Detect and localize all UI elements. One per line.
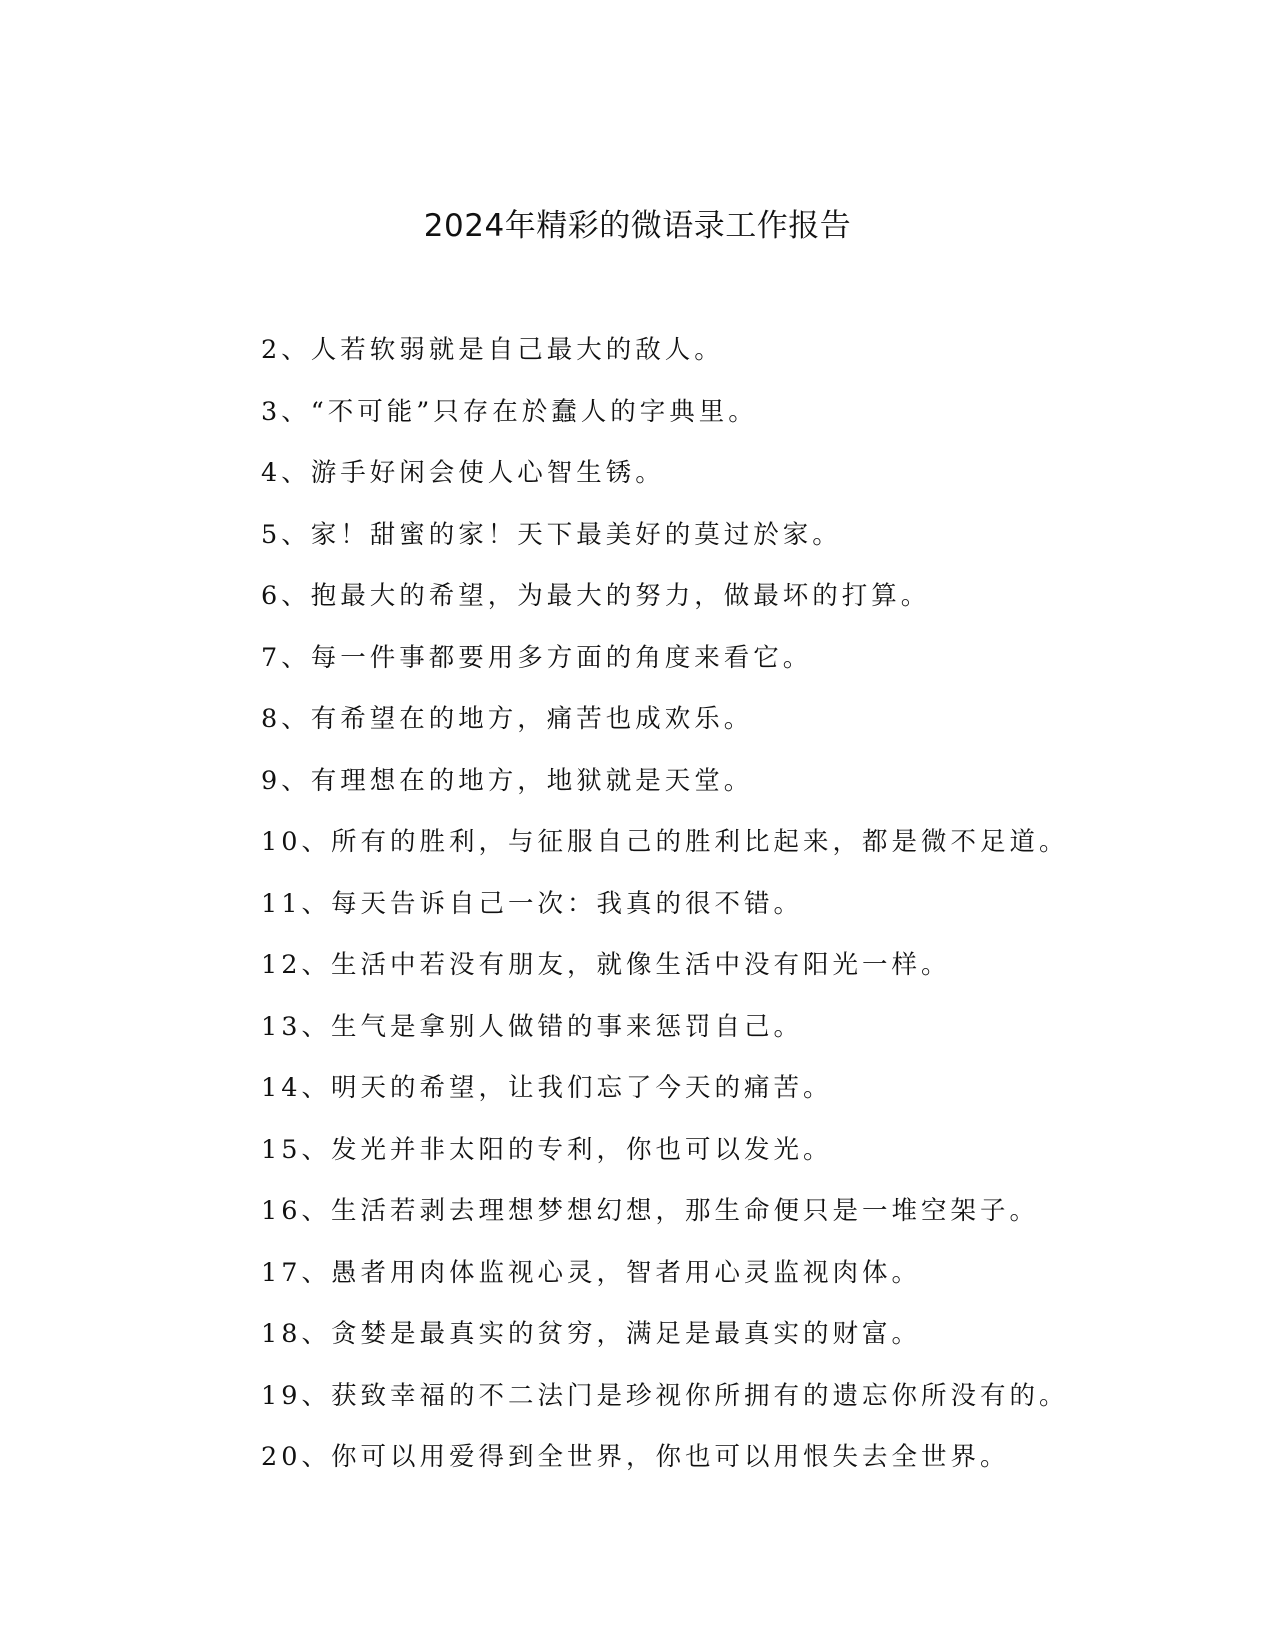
quote-item: 4、游手好闲会使人心智生锈。 (261, 458, 665, 488)
quote-item: 3、“不可能”只存在於蠢人的字典里。 (261, 396, 758, 427)
quote-item: 14、明天的希望，让我们忘了今天的痛苦。 (261, 1073, 833, 1103)
quote-item: 6、抱最大的希望，为最大的努力，做最坏的打算。 (261, 581, 931, 611)
quote-item: 19、获致幸福的不二法门是珍视你所拥有的遗忘你所没有的。 (261, 1380, 1069, 1411)
quote-item: 16、生活若剥去理想梦想幻想，那生命便只是一堆空架子。 (261, 1196, 1039, 1226)
quote-item: 11、每天告诉自己一次：我真的很不错。 (261, 888, 803, 919)
quote-item: 5、家！甜蜜的家！天下最美好的莫过於家。 (261, 519, 842, 550)
quote-item: 15、发光并非太阳的专利，你也可以发光。 (261, 1134, 833, 1165)
quote-item: 2、人若软弱就是自己最大的敌人。 (261, 335, 724, 365)
quote-item: 7、每一件事都要用多方面的角度来看它。 (261, 642, 813, 673)
quote-item: 17、愚者用肉体监视心灵，智者用心灵监视肉体。 (261, 1257, 921, 1288)
quote-item: 20、你可以用爱得到全世界，你也可以用恨失去全世界。 (261, 1442, 1010, 1472)
quote-item: 10、所有的胜利，与征服自己的胜利比起来，都是微不足道。 (261, 827, 1069, 857)
quote-item: 18、贪婪是最真实的贫穷，满足是最真实的财富。 (261, 1319, 921, 1349)
quote-item: 8、有希望在的地方，痛苦也成欢乐。 (261, 704, 754, 734)
document-title: 2024年精彩的微语录工作报告 (423, 208, 852, 244)
quote-item: 9、有理想在的地方，地狱就是天堂。 (261, 765, 754, 796)
quote-item: 13、生气是拿别人做错的事来惩罚自己。 (261, 1011, 803, 1042)
quote-item: 12、生活中若没有朋友，就像生活中没有阳光一样。 (261, 950, 951, 980)
quote-list (261, 331, 1261, 1500)
